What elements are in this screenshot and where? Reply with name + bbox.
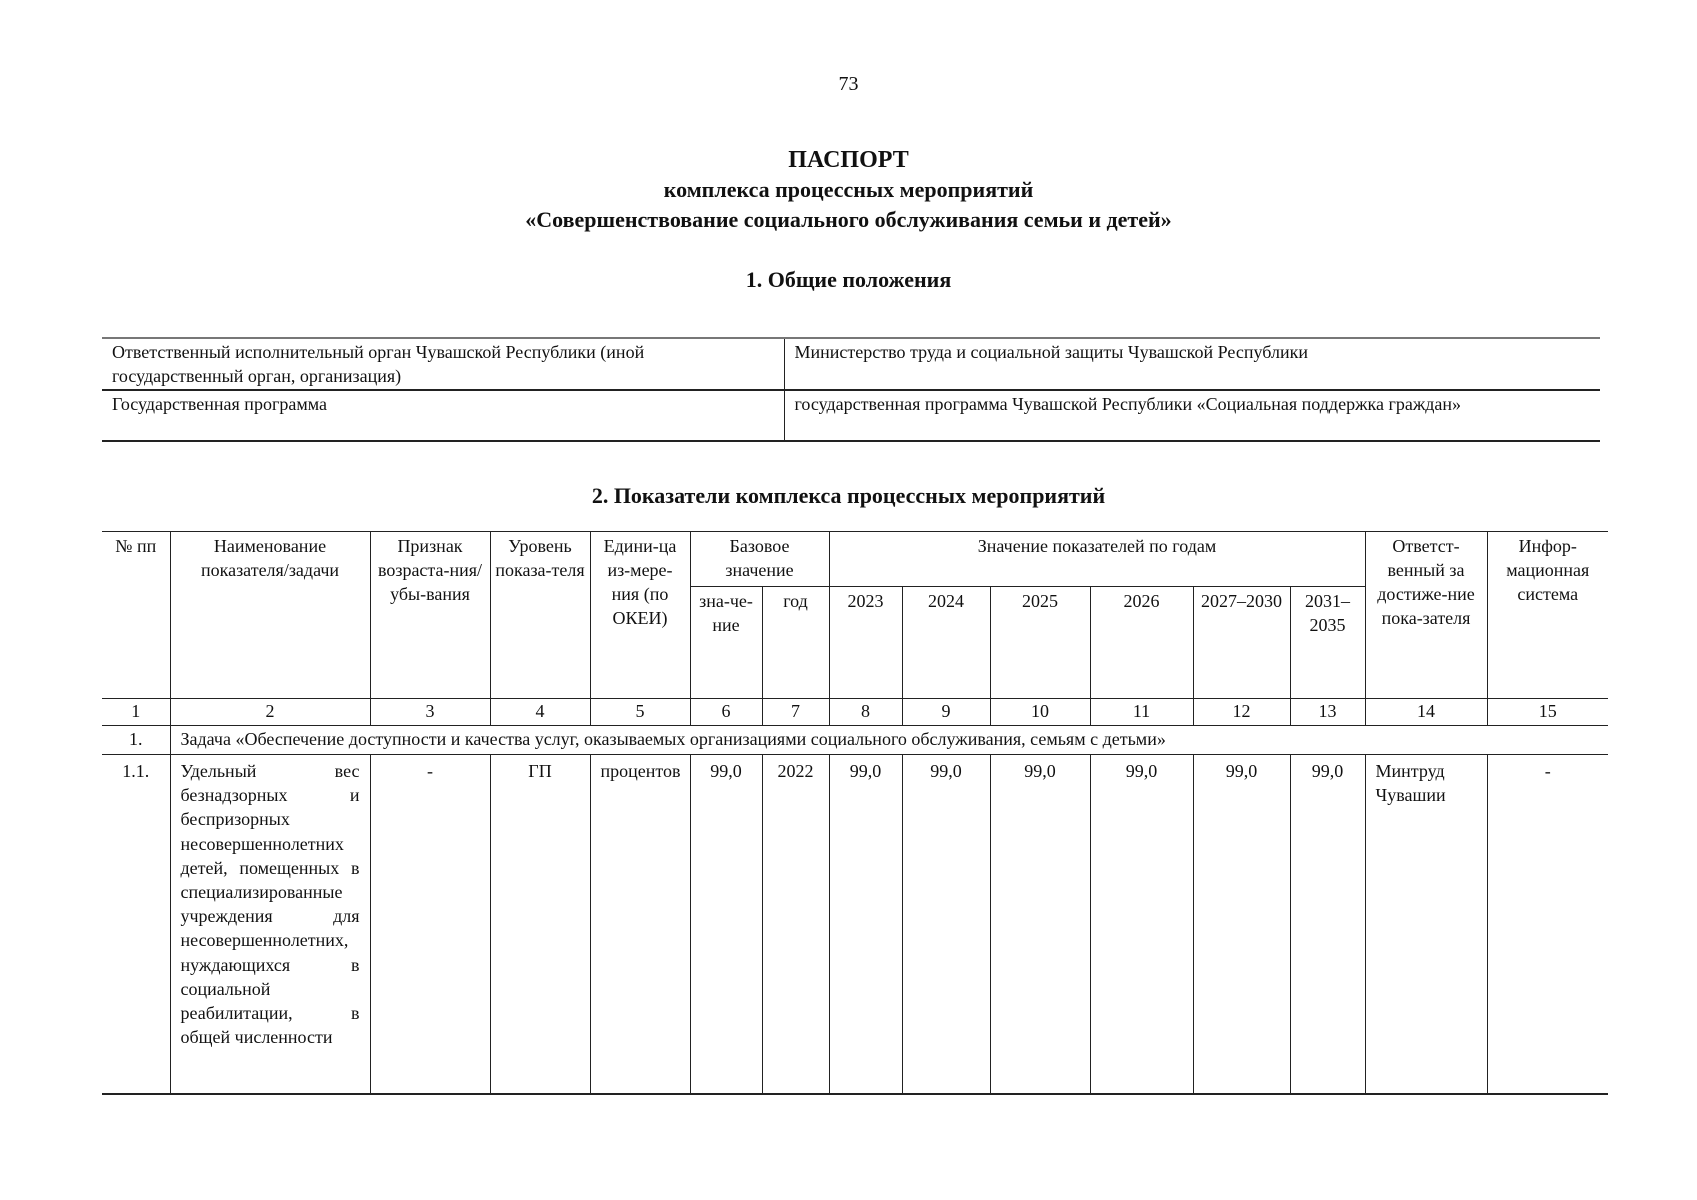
column-number: 4 (490, 699, 590, 726)
title-line-2: комплекса процессных мероприятий (663, 177, 1034, 202)
page-number: 73 (838, 73, 859, 95)
section-1-heading: 1. Общие положения (745, 267, 952, 292)
header-name: Наименование показателя/задачи (170, 532, 370, 699)
indicator-base-year: 2022 (762, 755, 829, 1095)
responsible-body-label: Ответственный исполнительный орган Чувашской Республики (иной государственный орган, организация) (102, 338, 784, 390)
indicator-value-2026: 99,0 (1090, 755, 1193, 1095)
table-row (102, 338, 1600, 390)
indicator-name: Удельный вес безнадзорных и беспризорных несовершеннолетних детей, помещенных в специализированные учреждения для несовершеннолетних, нуждающихся в социальной реабилитации, в общей численности (170, 755, 370, 1095)
indicator-row (102, 755, 1608, 1095)
section-2-heading: 2. Показатели комплекса процессных мероприятий (591, 483, 1106, 508)
indicator-level: ГП (490, 755, 590, 1095)
header-info-system: Инфор-мационная система (1487, 532, 1608, 699)
indicator-value-2024: 99,0 (902, 755, 990, 1095)
task-number: 1. (102, 726, 170, 755)
column-number: 8 (829, 699, 902, 726)
column-number: 12 (1193, 699, 1290, 726)
indicator-value-2027-2030: 99,0 (1193, 755, 1290, 1095)
column-number: 11 (1090, 699, 1193, 726)
header-base-year: год (762, 587, 829, 699)
column-number: 2 (170, 699, 370, 726)
table-row (102, 390, 1600, 441)
column-number: 10 (990, 699, 1090, 726)
header-base: Базовое значение (690, 532, 829, 587)
header-row (102, 532, 1608, 587)
responsible-body-value: Министерство труда и социальной защиты Чувашской Республики (794, 342, 1308, 362)
header-no: № пп (115, 536, 157, 556)
state-program-label: Государственная программа (102, 390, 784, 441)
indicator-value-2023: 99,0 (829, 755, 902, 1095)
header-by-years: Значение показателей по годам (829, 532, 1365, 587)
column-number: 14 (1365, 699, 1487, 726)
column-numbers-row (102, 699, 1608, 726)
header-year-2025: 2025 (990, 587, 1090, 699)
header-year-2024: 2024 (902, 587, 990, 699)
header-year-2027-2030: 2027–2030 (1193, 587, 1290, 699)
column-number: 15 (1487, 699, 1608, 726)
header-responsible: Ответст-венный за достиже-ние пока-зателя (1365, 532, 1487, 699)
general-provisions-table (102, 337, 1600, 442)
indicator-number: 1.1. (102, 755, 170, 1095)
header-sign: Признак возраста-ния/убы-вания (370, 532, 490, 699)
state-program-value: государственная программа Чувашской Республики «Социальная поддержка граждан» (784, 390, 1600, 441)
header-year-2031-2035: 2031–2035 (1290, 587, 1365, 699)
title-line-3: «Совершенствование социального обслуживания семьи и детей» (525, 207, 1172, 232)
task-row (102, 726, 1608, 755)
document-title (0, 145, 1697, 235)
header-unit: Едини-ца из-мере-ния (по ОКЕИ) (590, 532, 690, 699)
header-base-value: зна-че-ние (690, 587, 762, 699)
column-number: 6 (690, 699, 762, 726)
indicator-base-value: 99,0 (690, 755, 762, 1095)
indicator-value-2025: 99,0 (990, 755, 1090, 1095)
indicator-responsible: Минтруд Чувашии (1365, 755, 1487, 1095)
title-main: ПАСПОРТ (788, 147, 909, 173)
indicators-table (102, 531, 1608, 1095)
indicator-sign: - (370, 755, 490, 1095)
header-year-2023: 2023 (829, 587, 902, 699)
indicator-value-2031-2035: 99,0 (1290, 755, 1365, 1095)
header-year-2026: 2026 (1090, 587, 1193, 699)
column-number: 3 (370, 699, 490, 726)
column-number: 1 (102, 699, 170, 726)
indicator-unit: процентов (590, 755, 690, 1095)
task-text: Задача «Обеспечение доступности и качества услуг, оказываемых организациями социального обслуживания, семьям с детьми» (170, 726, 1608, 755)
header-level: Уровень показа-теля (490, 532, 590, 699)
indicator-info-system: - (1487, 755, 1608, 1095)
column-number: 13 (1290, 699, 1365, 726)
column-number: 9 (902, 699, 990, 726)
column-number: 5 (590, 699, 690, 726)
column-number: 7 (762, 699, 829, 726)
